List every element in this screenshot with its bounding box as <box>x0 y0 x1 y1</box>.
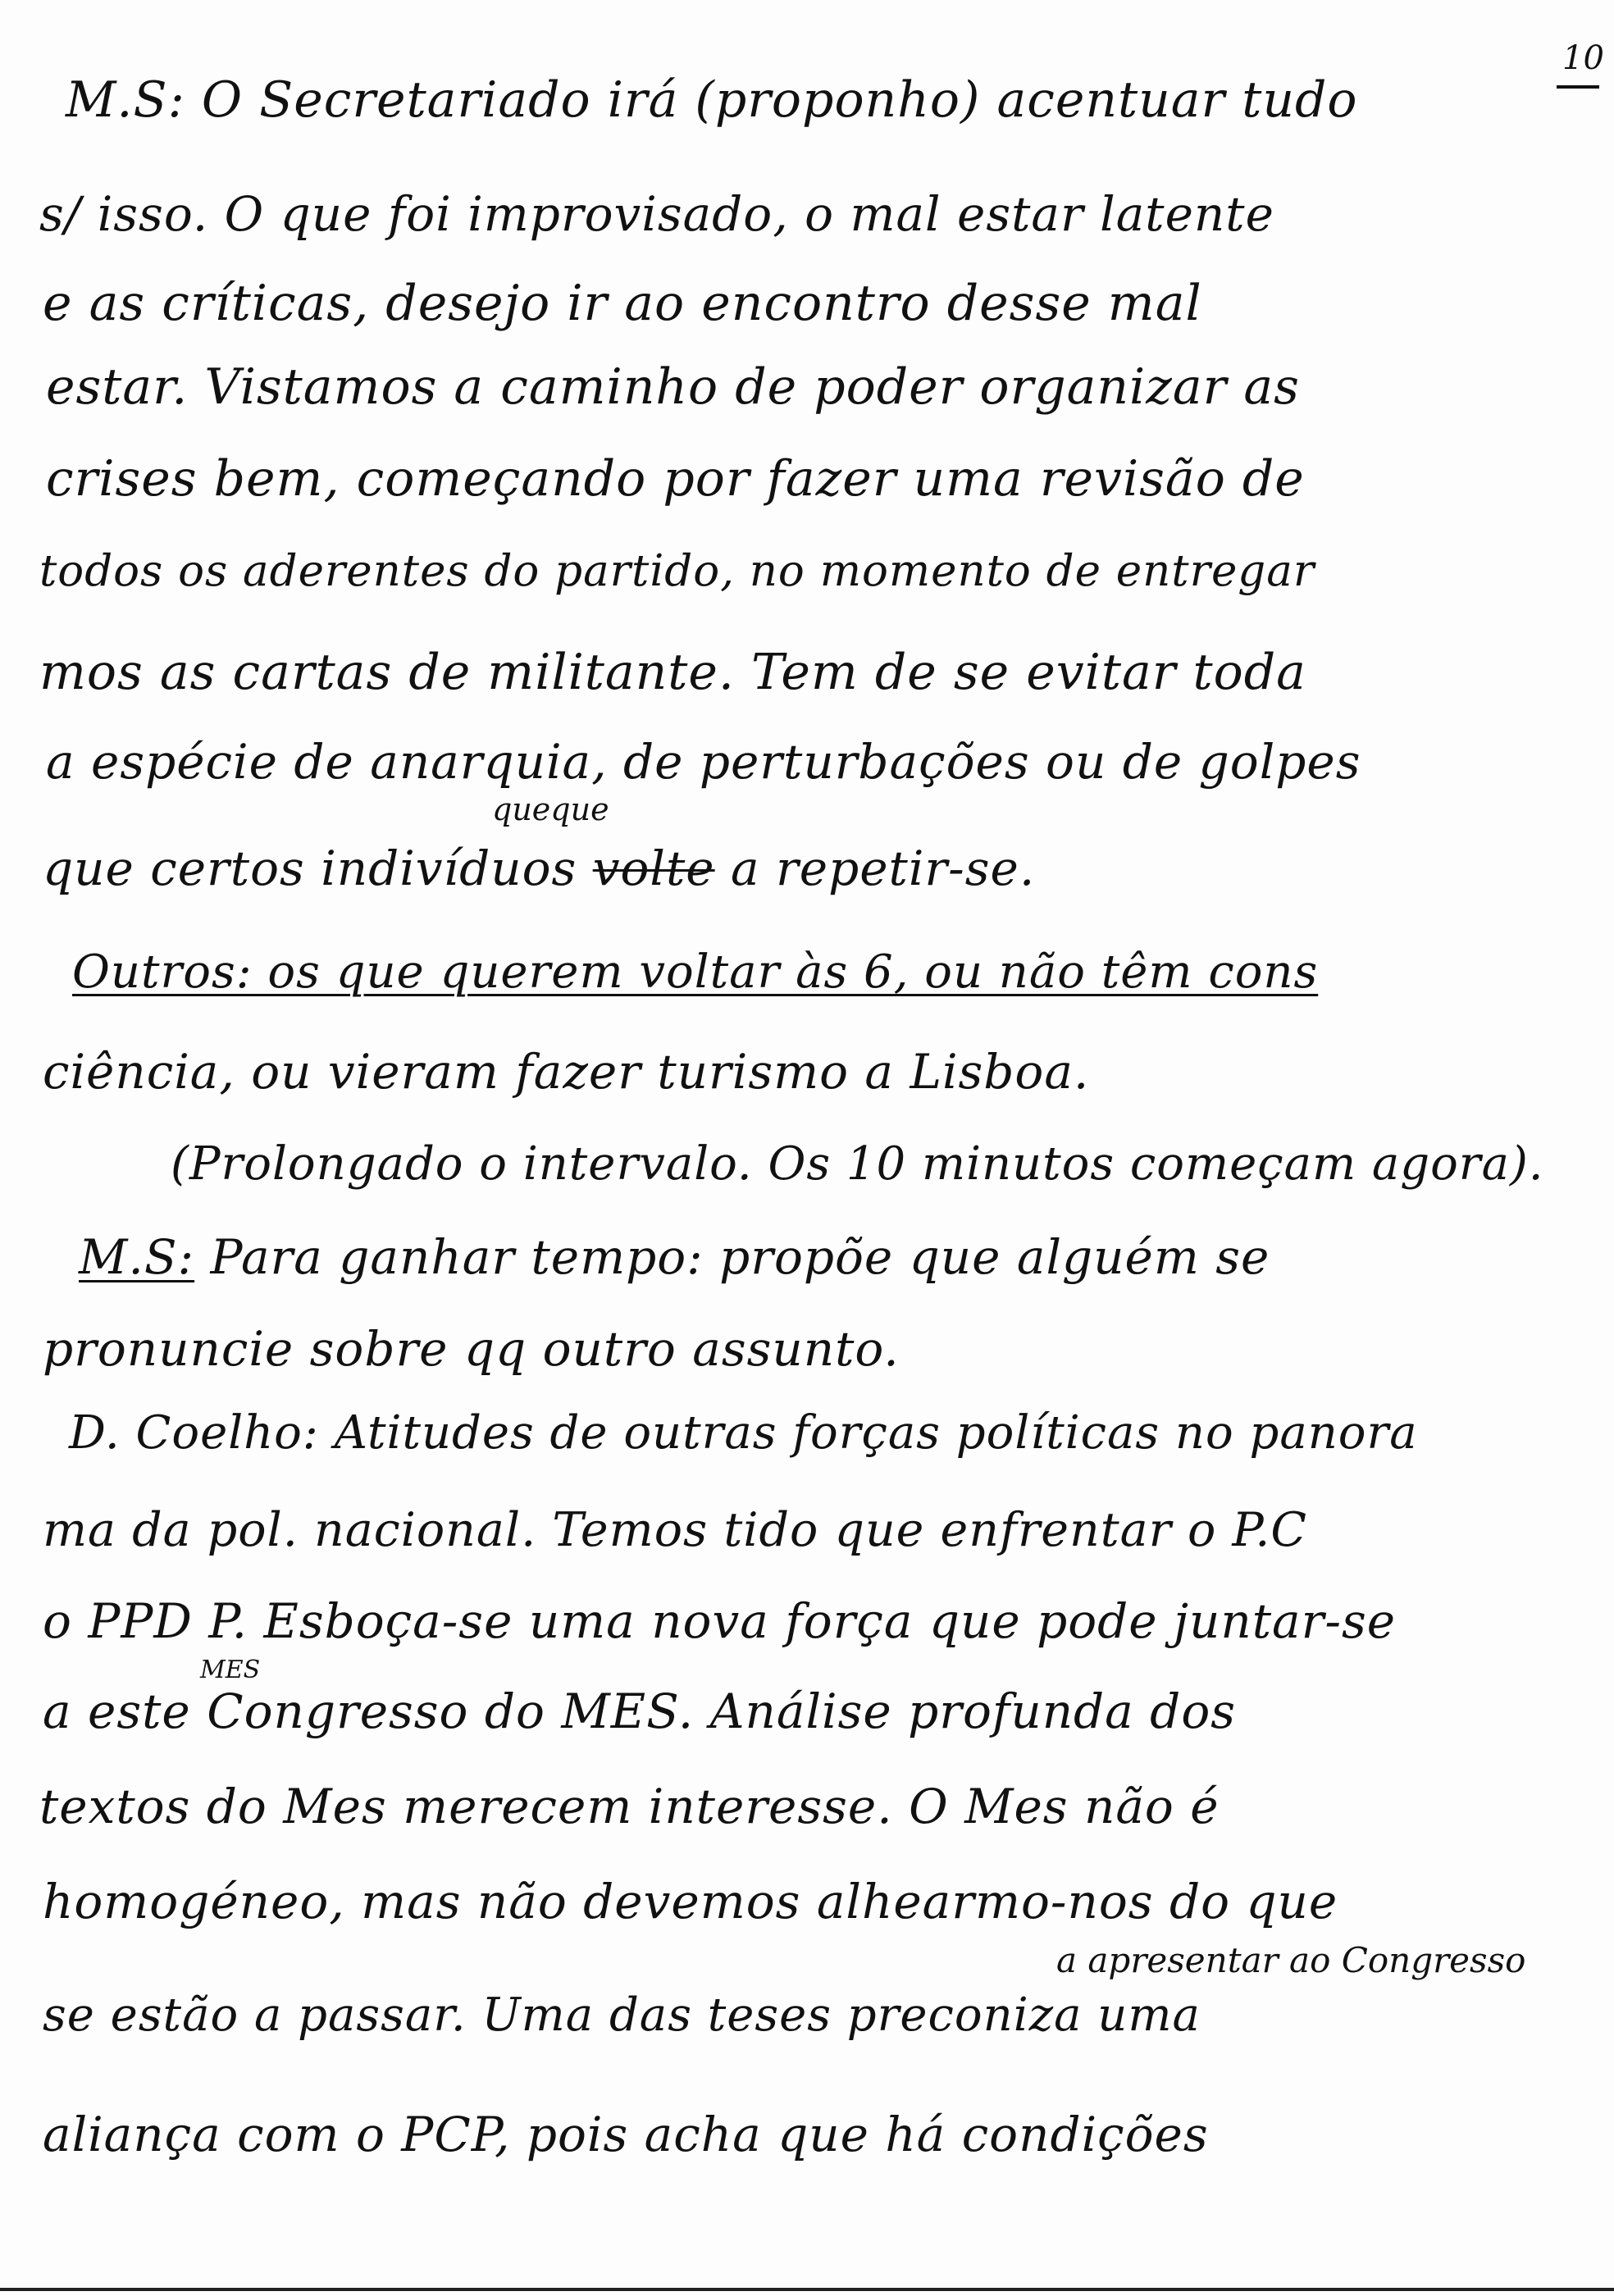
inserted-phrase: a apresentar ao Congresso <box>1056 1940 1526 1980</box>
text-line-18-end: Congresso do MES. Análise profunda dos <box>207 1683 1236 1739</box>
text-line-22: aliança com o PCP, pois acha que há condições <box>43 2107 1209 2162</box>
text-line-17: o PPD P. Esboça-se uma nova força que pode juntar-se <box>43 1593 1397 1649</box>
text-line-19: textos do Mes merecem interesse. O Mes não é <box>39 1779 1220 1834</box>
text-line-13-rest: Para ganhar tempo: propõe que alguém se <box>194 1229 1270 1285</box>
text-line-4: estar. Vistamos a caminho de poder organizar as <box>46 358 1300 416</box>
text-line-16: ma da pol. nacional. Temos tido que enfrentar o P.C <box>43 1503 1307 1557</box>
text-line-18-start: a este <box>43 1683 191 1739</box>
text-line-1: M.S: O Secretariado irá (proponho) acentuar tudo <box>66 71 1358 129</box>
text-line-9 <box>43 840 1036 896</box>
text-line-15: D. Coelho: Atitudes de outras forças políticas no panora <box>69 1406 1418 1460</box>
text-line-2: s/ isso. O que foi improvisado, o mal estar latente <box>39 186 1274 242</box>
text-line-9-end: a repetir-se. <box>731 840 1036 896</box>
page-number-underline <box>1557 85 1599 89</box>
text-line-5: crises bem, começando por fazer uma revisão de <box>46 450 1305 508</box>
text-line-21: se estão a passar. Uma das teses preconiza uma <box>43 1988 1201 2042</box>
speaker-ms: M.S: <box>79 1229 195 1285</box>
text-line-20: homogéneo, mas não devemos alhearmo-nos do que <box>43 1874 1338 1929</box>
page-number: 10 <box>1562 39 1604 77</box>
text-line-10: Outros: os que querem voltar às 6, ou não têm cons <box>72 945 1319 999</box>
text-line-12: (Prolongado o intervalo. Os 10 minutos começam agora). <box>171 1137 1544 1191</box>
bottom-edge-rule <box>0 2288 1614 2291</box>
struck-word: volte <box>592 840 715 896</box>
text-line-11: ciência, ou vieram fazer turismo a Lisboa. <box>43 1044 1090 1100</box>
text-line-14: pronuncie sobre qq outro assunto. <box>43 1321 900 1377</box>
text-line-6: todos os aderentes do partido, no momento de entregar <box>39 546 1315 596</box>
inserted-word-queque: queque <box>492 791 609 827</box>
inserted-word-mes: MES <box>200 1656 261 1684</box>
text-line-13 <box>79 1229 1270 1285</box>
text-line-7: mos as cartas de militante. Tem de se evitar toda <box>39 644 1306 701</box>
text-line-9-start: que certos indivíduos <box>43 840 577 896</box>
text-line-3: e as críticas, desejo ir ao encontro desse mal <box>43 275 1202 332</box>
text-line-18 <box>43 1683 1236 1739</box>
text-line-8: a espécie de anarquia, de perturbações ou de golpes <box>46 734 1361 790</box>
